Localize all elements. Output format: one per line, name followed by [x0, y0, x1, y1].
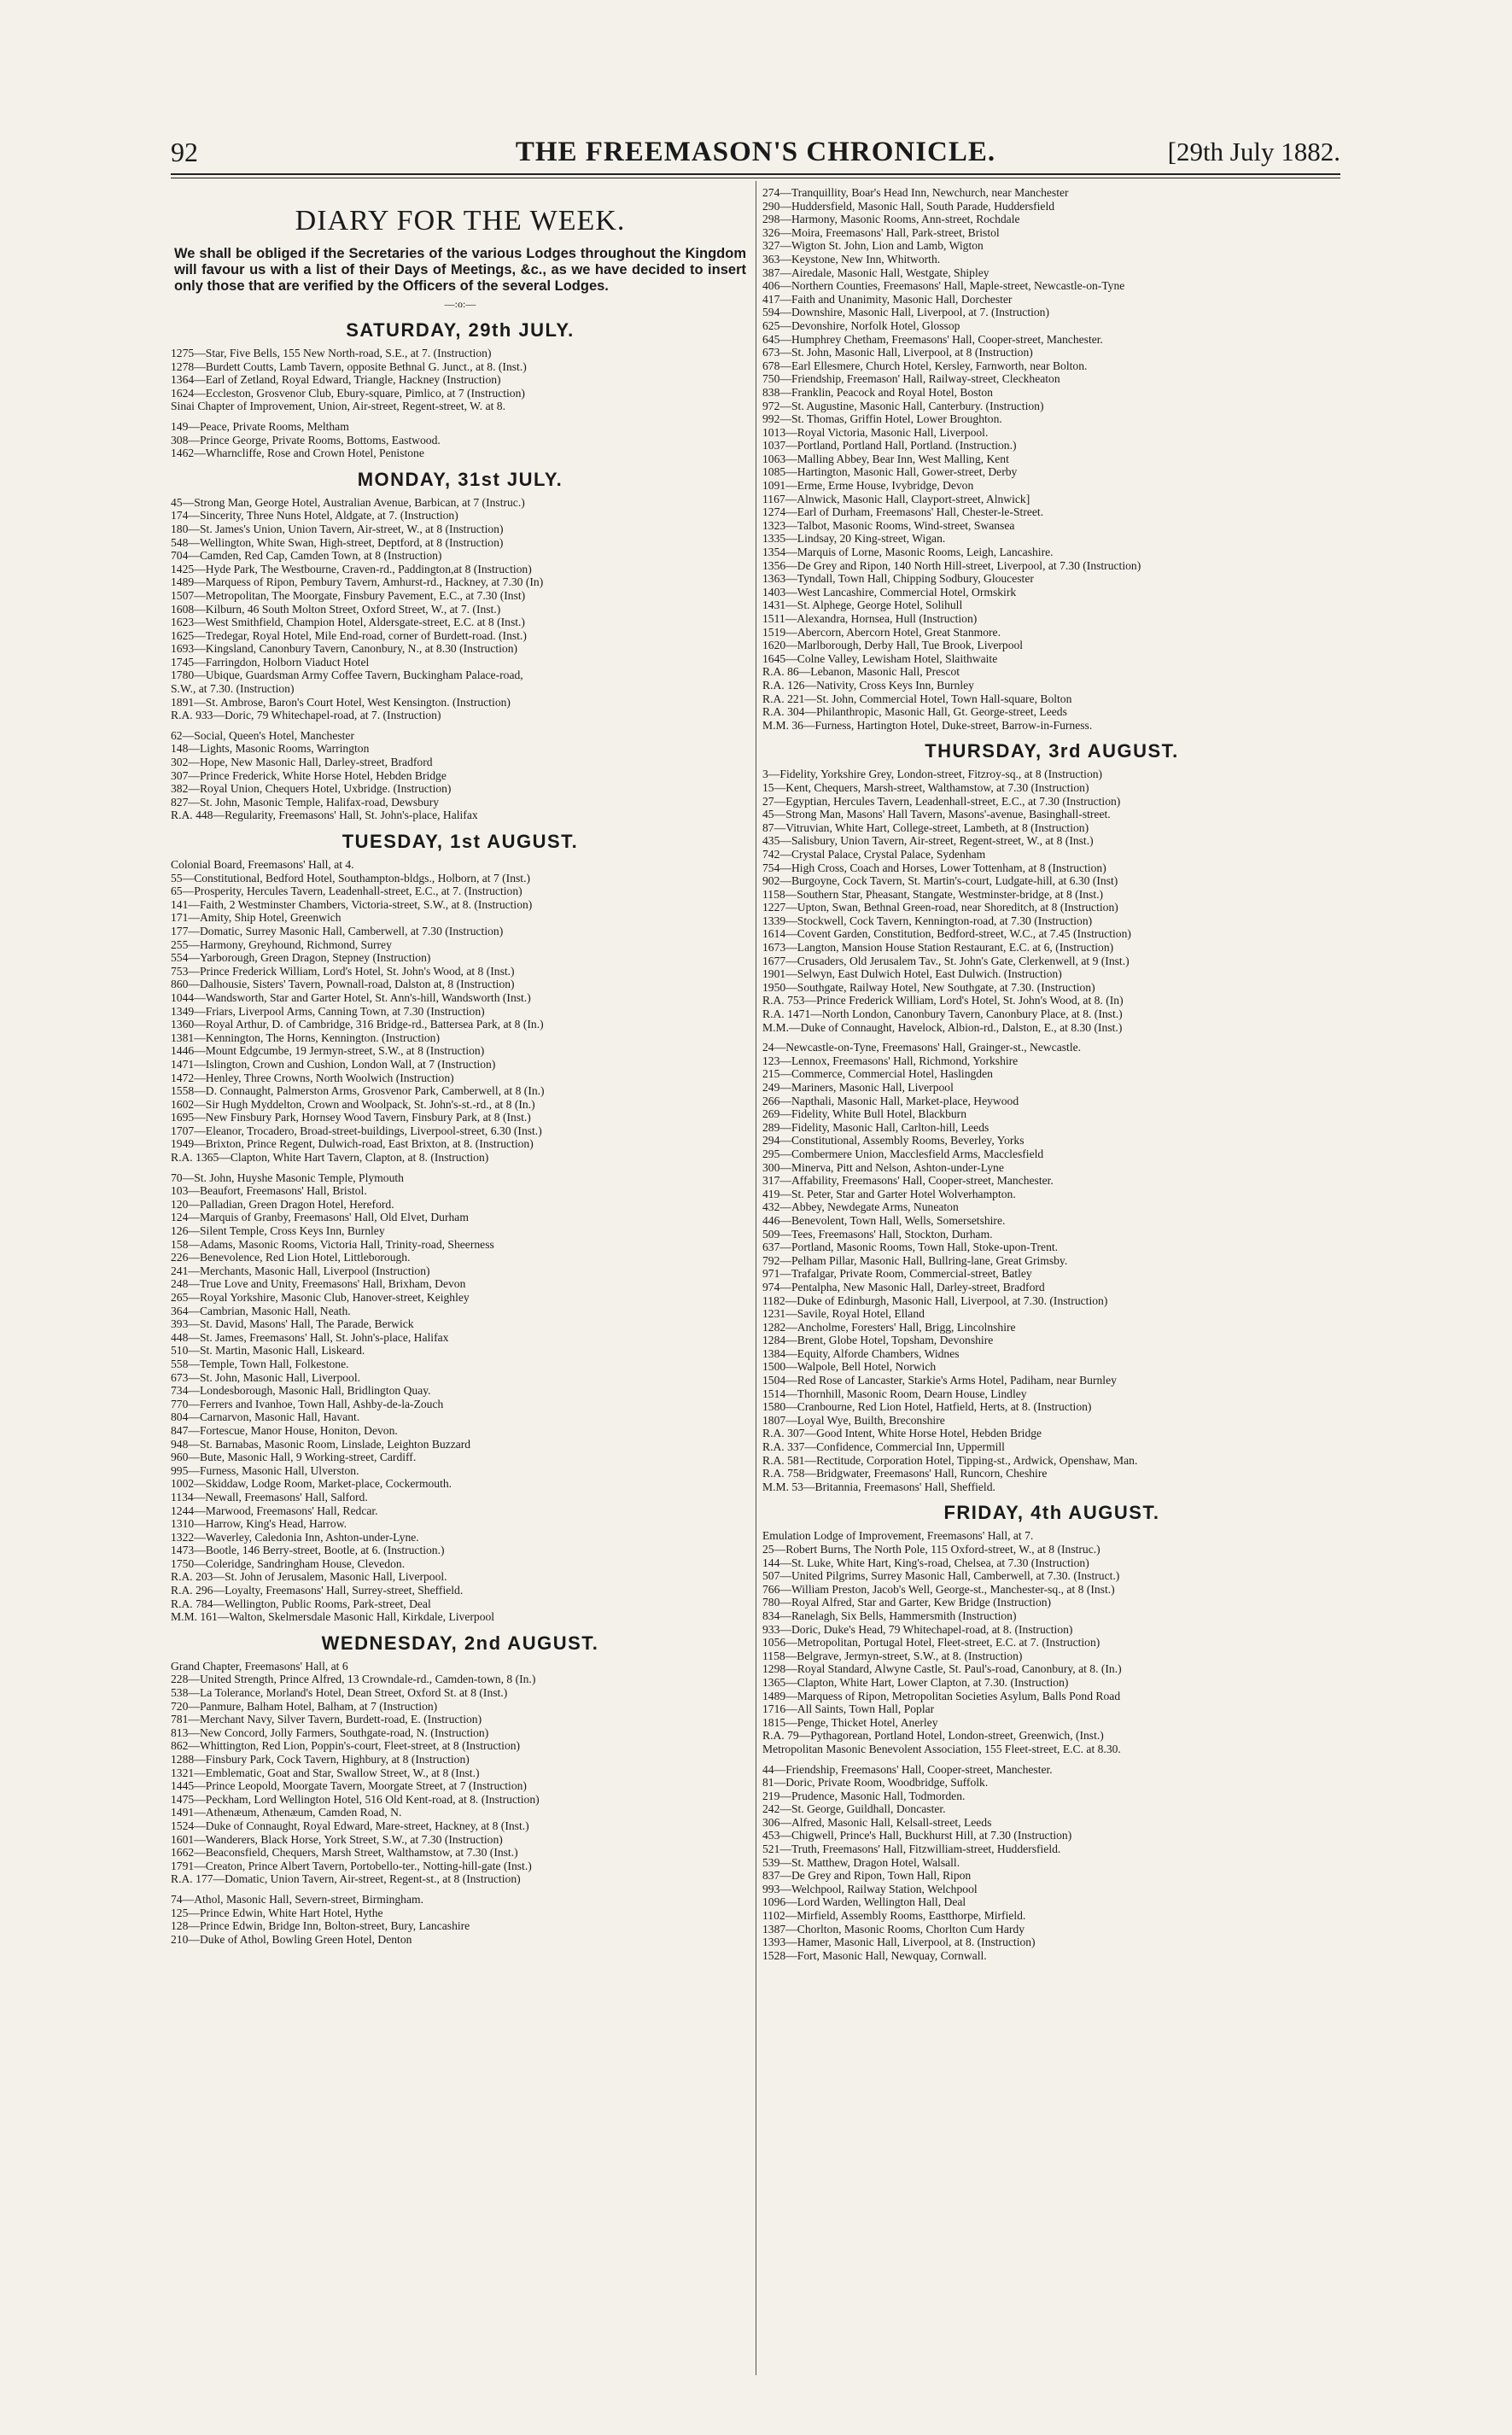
- lodge-entry: 625—Devonshire, Norfolk Hotel, Glossop: [762, 318, 960, 332]
- lodge-entry: 995—Furness, Masonic Hall, Ulverston.: [171, 1463, 359, 1477]
- lodge-entry: 1504—Red Rose of Lancaster, Starkie's Arms Hotel, Padiham, near Burnley: [762, 1374, 1117, 1387]
- lodge-entry: 1500—Walpole, Bell Hotel, Norwich: [762, 1360, 937, 1374]
- lodge-entry: 363—Keystone, New Inn, Whitworth.: [762, 252, 941, 266]
- lodge-entry: 645—Humphrey Chetham, Freemasons' Hall, Cooper-street, Manchester.: [762, 332, 1103, 346]
- lodge-entry: R.A. 581—Rectitude, Corporation Hotel, Tipping-st., Ardwick, Openshaw, Man.: [762, 1453, 1138, 1467]
- lodge-entry: 960—Bute, Masonic Hall, 9 Working-street, Cardiff.: [171, 1451, 417, 1464]
- lodge-entry: 55—Constitutional, Bedford Hotel, Southampton-bldgs., Holborn, at 7 (Inst.): [171, 871, 530, 885]
- lodge-entry: 44—Friendship, Freemasons' Hall, Cooper-street, Manchester.: [762, 1762, 1053, 1776]
- lodge-entry: 1507—Metropolitan, The Moorgate, Finsbury Pavement, E.C., at 7.30 (Inst): [171, 588, 526, 602]
- diary-title: DIARY FOR THE WEEK.: [295, 205, 626, 236]
- lodge-entry: 770—Ferrers and Ivanhoe, Town Hall, Ashby-de-la-Zouch: [171, 1397, 444, 1410]
- lodge-entry: 1284—Brent, Globe Hotel, Topsham, Devonshire: [762, 1334, 994, 1347]
- lodge-entry: 1384—Equity, Alforde Chambers, Widnes: [762, 1346, 960, 1360]
- lodge-entry: 1339—Stockwell, Cock Tavern, Kennington-road, at 7.30 (Instruction): [762, 914, 1093, 927]
- lodge-entry: M.M. 36—Furness, Hartington Hotel, Duke-street, Barrow-in-Furness.: [762, 718, 1093, 732]
- lodge-entry: 393—St. David, Masons' Hall, The Parade, Berwick: [171, 1317, 414, 1331]
- lodge-entry: 1363—Tyndall, Town Hall, Chipping Sodbury, Gloucester: [762, 572, 1034, 586]
- lodge-entry: 1244—Marwood, Freemasons' Hall, Redcar.: [171, 1504, 378, 1517]
- lodge-entry: 1601—Wanderers, Black Horse, York Street, S.W., at 7.30 (Instruction): [171, 1832, 503, 1846]
- lodge-entry: 289—Fidelity, Masonic Hall, Carlton-hill, Leeds: [762, 1120, 990, 1134]
- lodge-entry: 126—Silent Temple, Cross Keys Inn, Burnley: [171, 1224, 385, 1238]
- lodge-entry: 248—True Love and Unity, Freemasons' Hall, Brixham, Devon: [171, 1277, 466, 1291]
- lodge-entry: 1716—All Saints, Town Hall, Poplar: [762, 1702, 935, 1716]
- lodge-entry: 123—Lennox, Freemasons' Hall, Richmond, Yorkshire: [762, 1054, 1019, 1067]
- lodge-entry: 1365—Clapton, White Hart, Lower Clapton, at 7.30. (Instruction): [762, 1675, 1069, 1689]
- lodge-entry: 1431—St. Alphege, George Hotel, Solihull: [762, 599, 963, 612]
- day-heading: MONDAY, 31st JULY.: [357, 468, 563, 490]
- lodge-entry: R.A. 177—Domatic, Union Tavern, Air-street, Regent-st., at 8 (Instruction): [171, 1872, 521, 1886]
- lodge-entry: 1274—Earl of Durham, Freemasons' Hall, Chester-le-Street.: [762, 505, 1044, 519]
- lodge-entry: 62—Social, Queen's Hotel, Manchester: [171, 728, 354, 742]
- lodge-entry: 302—Hope, New Masonic Hall, Darley-street, Bradford: [171, 756, 433, 769]
- lodge-entry: 1780—Ubique, Guardsman Army Coffee Tavern, Buckingham Palace-road,: [171, 669, 523, 682]
- lodge-entry: 1063—Malling Abbey, Bear Inn, West Malling, Kent: [762, 452, 1009, 465]
- lodge-entry: Emulation Lodge of Improvement, Freemasons' Hall, at 7.: [762, 1529, 1034, 1543]
- lodge-entry: 1949—Brixton, Prince Regent, Dulwich-road, East Brixton, at 8. (Instruction): [171, 1137, 534, 1151]
- lodge-entry: M.M. 161—Walton, Skelmersdale Masonic Hall, Kirkdale, Liverpool: [171, 1610, 495, 1624]
- lodge-entry: 307—Prince Frederick, White Horse Hotel, Hebden Bridge: [171, 768, 447, 782]
- lodge-entry: 837—De Grey and Ripon, Town Hall, Ripon: [762, 1869, 972, 1883]
- lodge-entry: 1310—Harrow, King's Head, Harrow.: [171, 1517, 347, 1531]
- lodge-entry: 673—St. John, Masonic Hall, Liverpool.: [171, 1370, 361, 1384]
- lodge-entry: R.A. 307—Good Intent, White Horse Hotel, Hebden Bridge: [762, 1427, 1042, 1440]
- lodge-entry: 539—St. Matthew, Dragon Hotel, Walsall.: [762, 1855, 960, 1869]
- lodge-entry: 45—Strong Man, Masons' Hall Tavern, Masons'-avenue, Basinghall-street.: [762, 808, 1111, 821]
- day-heading: TUESDAY, 1st AUGUST.: [342, 831, 579, 852]
- lodge-entry: R.A. 758—Bridgwater, Freemasons' Hall, Runcorn, Cheshire: [762, 1467, 1048, 1480]
- lodge-entry: 1625—Tredegar, Royal Hotel, Mile End-road, corner of Burdett-road. (Inst.): [171, 628, 527, 642]
- lodge-entry: 177—Domatic, Surrey Masonic Hall, Camberwell, at 7.30 (Instruction): [171, 924, 504, 937]
- lodge-entry: 25—Robert Burns, The North Pole, 115 Oxford-street, W., at 8 (Instruc.): [762, 1543, 1100, 1556]
- day-heading: THURSDAY, 3rd AUGUST.: [925, 740, 1179, 762]
- lodge-entry: 860—Dalhousie, Sisters' Tavern, Pownall-road, Dalston at, 8 (Instruction): [171, 978, 515, 991]
- lodge-entry: 219—Prudence, Masonic Hall, Todmorden.: [762, 1789, 966, 1802]
- lodge-entry: R.A. 86—Lebanon, Masonic Hall, Prescot: [762, 665, 960, 679]
- lodge-entry: 673—St. John, Masonic Hall, Liverpool, at 8 (Instruction): [762, 346, 1033, 359]
- lodge-entry: 128—Prince Edwin, Bridge Inn, Bolton-street, Bury, Lancashire: [171, 1919, 470, 1933]
- lodge-entry: 507—United Pilgrims, Surrey Masonic Hall, Camberwell, at 7.30. (Instruct.): [762, 1569, 1120, 1583]
- lodge-entry: 306—Alfred, Masonic Hall, Kelsall-street, Leeds: [762, 1815, 992, 1829]
- lodge-entry: 510—St. Martin, Masonic Hall, Liskeard.: [171, 1344, 365, 1358]
- lodge-entry: 448—St. James, Freemasons' Hall, St. John's-place, Halifax: [171, 1330, 449, 1344]
- lodge-entry: 103—Beaufort, Freemasons' Hall, Bristol.: [171, 1184, 367, 1198]
- lodge-entry: 15—Kent, Chequers, Marsh-street, Walthamstow, at 7.30 (Instruction): [762, 780, 1089, 794]
- lodge-entry: Grand Chapter, Freemasons' Hall, at 6: [171, 1659, 348, 1673]
- lodge-entry: 1364—Earl of Zetland, Royal Edward, Triangle, Hackney (Instruction): [171, 373, 501, 387]
- lodge-entry: 509—Tees, Freemasons' Hall, Stockton, Durham.: [762, 1227, 993, 1241]
- lodge-entry: 228—United Strength, Prince Alfred, 13 Crowndale-rd., Camden-town, 8 (In.): [171, 1673, 536, 1686]
- lodge-entry: 1085—Hartington, Masonic Hall, Gower-street, Derby: [762, 465, 1018, 479]
- lodge-entry: 1602—Sir Hugh Myddelton, Crown and Woolpack, St. John's-st.-rd., at 8 (In.): [171, 1097, 535, 1111]
- intro-paragraph: We shall be obliged if the Secretaries of the various Lodges throughout the Kingdom will favour us with a list of their Days of Meetings, &c., as we have decided to insert only those that are verified by the Officers of the several Lodges.: [174, 246, 746, 294]
- lodge-entry: 1475—Peckham, Lord Wellington Hotel, 516 Old Kent-road, at 8. (Instruction): [171, 1792, 540, 1806]
- lodge-entry: 24—Newcastle-on-Tyne, Freemasons' Hall, Grainger-st., Newcastle.: [762, 1041, 1082, 1054]
- lodge-entry: R.A. 79—Pythagorean, Portland Hotel, London-street, Greenwich, (Inst.): [762, 1729, 1104, 1743]
- lodge-entry: 1791—Creaton, Prince Albert Tavern, Portobello-ter., Notting-hill-gate (Inst.): [171, 1859, 532, 1872]
- lodge-entry: S.W., at 7.30. (Instruction): [171, 682, 295, 696]
- lodge-entry: 1158—Belgrave, Jermyn-street, S.W., at 8. (Instruction): [762, 1649, 1023, 1662]
- lodge-entry: 1158—Southern Star, Pheasant, Stangate, Westminster-bridge, at 8 (Inst.): [762, 887, 1104, 901]
- lodge-entry: 294—Constitutional, Assembly Rooms, Beverley, Yorks: [762, 1134, 1025, 1147]
- lodge-entry: 1393—Hamer, Masonic Hall, Liverpool, at 8. (Instruction): [762, 1936, 1036, 1949]
- lodge-entry: 993—Welchpool, Railway Station, Welchpool: [762, 1882, 978, 1895]
- lodge-entry: 548—Wellington, White Swan, High-street, Deptford, at 8 (Instruction): [171, 535, 504, 549]
- lodge-entry: 827—St. John, Masonic Temple, Halifax-road, Dewsbury: [171, 795, 440, 809]
- lodge-entry: 417—Faith and Unanimity, Masonic Hall, Dorchester: [762, 292, 1013, 306]
- lodge-entry: 933—Doric, Duke's Head, 79 Whitechapel-road, at 8. (Instruction): [762, 1622, 1073, 1636]
- lodge-entry: 158—Adams, Masonic Rooms, Victoria Hall, Trinity-road, Sheerness: [171, 1237, 494, 1251]
- header-rule: [171, 173, 1340, 175]
- lodge-entry: 308—Prince George, Private Rooms, Bottoms, Eastwood.: [171, 433, 441, 447]
- lodge-entry: 149—Peace, Private Rooms, Meltham: [171, 419, 349, 433]
- lodge-entry: 1321—Emblematic, Goat and Star, Swallow Street, W., at 8 (Inst.): [171, 1766, 480, 1779]
- lodge-entry: 834—Ranelagh, Six Bells, Hammersmith (Instruction): [762, 1609, 1017, 1622]
- lodge-entry: 406—Northern Counties, Freemasons' Hall, Maple-street, Newcastle-on-Tyne: [762, 279, 1125, 293]
- lodge-entry: 1608—Kilburn, 46 South Molton Street, Oxford Street, W., at 7. (Inst.): [171, 602, 501, 616]
- lodge-entry: 1381—Kennington, The Horns, Kennington. (Instruction): [171, 1031, 441, 1044]
- lodge-entry: 317—Affability, Freemasons' Hall, Cooper-street, Manchester.: [762, 1174, 1054, 1188]
- lodge-entry: 241—Merchants, Masonic Hall, Liverpool (Instruction): [171, 1264, 430, 1277]
- lodge-entry: R.A. 1365—Clapton, White Hart Tavern, Clapton, at 8. (Instruction): [171, 1151, 489, 1165]
- lodge-entry: 1528—Fort, Masonic Hall, Newquay, Cornwall.: [762, 1948, 987, 1962]
- lodge-entry: R.A. 221—St. John, Commercial Hotel, Town Hall-square, Bolton: [762, 692, 1072, 705]
- lodge-entry: 1360—Royal Arthur, D. of Cambridge, 316 Bridge-rd., Battersea Park, at 8 (In.): [171, 1018, 544, 1031]
- group-gap: [762, 1756, 1341, 1763]
- lodge-entry: 120—Palladian, Green Dragon Hotel, Hereford.: [171, 1197, 394, 1211]
- lodge-entry: M.M.—Duke of Connaught, Havelock, Albion-rd., Dalston, E., at 8.30 (Inst.): [762, 1020, 1123, 1034]
- lodge-entry: 972—St. Augustine, Masonic Hall, Canterbury. (Instruction): [762, 399, 1044, 412]
- lodge-entry: 327—Wigton St. John, Lion and Lamb, Wigton: [762, 239, 984, 253]
- lodge-entry: 1662—Beaconsfield, Chequers, Marsh Street, Walthamstow, at 7.30 (Inst.): [171, 1846, 518, 1860]
- lodge-entry: 1356—De Grey and Ripon, 140 North Hill-street, Liverpool, at 7.30 (Instruction): [762, 558, 1141, 572]
- lodge-entry: 265—Royal Yorkshire, Masonic Club, Hanover-street, Keighley: [171, 1291, 470, 1304]
- issue-date: [29th July 1882.: [1167, 137, 1340, 166]
- lodge-entry: 382—Royal Union, Chequers Hotel, Uxbridge. (Instruction): [171, 782, 452, 796]
- lodge-entry: 1519—Abercorn, Abercorn Hotel, Great Stanmore.: [762, 625, 1001, 639]
- lodge-entry: 435—Salisbury, Union Tavern, Air-street, Regent-street, W., at 8 (Inst.): [762, 834, 1094, 848]
- lodge-entry: R.A. 448—Regularity, Freemasons' Hall, St. John's-place, Halifax: [171, 809, 478, 822]
- lodge-entry: 215—Commerce, Commercial Hotel, Haslingden: [762, 1067, 993, 1081]
- lodge-entry: 81—Doric, Private Room, Woodbridge, Suffolk.: [762, 1776, 989, 1790]
- lodge-entry: Metropolitan Masonic Benevolent Association, 155 Fleet-street, E.C. at 8.30.: [762, 1742, 1121, 1755]
- lodge-entry: 554—Yarborough, Green Dragon, Stepney (Instruction): [171, 951, 431, 965]
- lodge-entry: 948—St. Barnabas, Masonic Room, Linslade, Leighton Buzzard: [171, 1437, 471, 1451]
- lodge-entry: R.A. 1471—North London, Canonbury Tavern, Canonbury Place, at 8. (Inst.): [762, 1007, 1123, 1021]
- lodge-entry: 1134—Newall, Freemasons' Hall, Salford.: [171, 1490, 368, 1504]
- lodge-entry: 720—Panmure, Balham Hotel, Balham, at 7 (Instruction): [171, 1699, 438, 1713]
- lodge-entry: 1002—Skiddaw, Lodge Room, Market-place, Cockermouth.: [171, 1477, 452, 1491]
- lodge-entry: 1354—Marquis of Lorne, Masonic Rooms, Leigh, Lancashire.: [762, 546, 1054, 559]
- lodge-entry: 1322—Waverley, Caledonia Inn, Ashton-under-Lyne.: [171, 1530, 419, 1544]
- lodge-entry: 1558—D. Connaught, Palmerston Arms, Grosvenor Park, Camberwell, at 8 (In.): [171, 1084, 545, 1098]
- lodge-entry: 1695—New Finsbury Park, Hornsey Wood Tavern, Finsbury Park, at 8 (Inst.): [171, 1111, 531, 1124]
- lodge-entry: 453—Chigwell, Prince's Hall, Buckhurst Hill, at 7.30 (Instruction): [762, 1829, 1072, 1842]
- lodge-entry: 780—Royal Alfred, Star and Garter, Kew Bridge (Instruction): [762, 1596, 1052, 1609]
- lodge-entry: 326—Moira, Freemasons' Hall, Park-street, Bristol: [762, 225, 1000, 239]
- lodge-entry: 1891—St. Ambrose, Baron's Court Hotel, West Kensington. (Instruction): [171, 695, 511, 709]
- lodge-entry: 1524—Duke of Connaught, Royal Edward, Mare-street, Hackney, at 8 (Inst.): [171, 1819, 529, 1832]
- lodge-entry: 847—Fortescue, Manor House, Honiton, Devon.: [171, 1423, 398, 1437]
- lodge-entry: 242—St. George, Guildhall, Doncaster.: [762, 1802, 946, 1816]
- lodge-entry: 678—Earl Ellesmere, Church Hotel, Kersley, Farnworth, near Bolton.: [762, 359, 1088, 372]
- lodge-entry: 144—St. Luke, White Hart, King's-road, Chelsea, at 7.30 (Instruction): [762, 1556, 1089, 1569]
- lodge-entry: R.A. 933—Doric, 79 Whitechapel-road, at 7. (Instruction): [171, 709, 441, 722]
- lodge-entry: 45—Strong Man, George Hotel, Australian Avenue, Barbican, at 7 (Instruc.): [171, 495, 525, 509]
- lodge-entry: 269—Fidelity, White Bull Hotel, Blackburn: [762, 1107, 966, 1121]
- lodge-entry: 1298—Royal Standard, Alwyne Castle, St. Paul's-road, Canonbury, at 8. (In.): [762, 1662, 1122, 1676]
- lodge-entry: 1349—Friars, Liverpool Arms, Canning Town, at 7.30 (Instruction): [171, 1004, 485, 1018]
- lodge-entry: 125—Prince Edwin, White Hart Hotel, Hythe: [171, 1906, 383, 1919]
- lodge-entry: 742—Crystal Palace, Crystal Palace, Sydenham: [762, 847, 986, 861]
- lodge-entry: 1278—Burdett Coutts, Lamb Tavern, opposite Bethnal G. Junct., at 8. (Inst.): [171, 359, 527, 373]
- group-gap: [171, 722, 750, 729]
- lodge-entry: 1044—Wandsworth, Star and Garter Hotel, St. Ann's-hill, Wandsworth (Inst.): [171, 990, 531, 1004]
- lodge-entry: 74—Athol, Masonic Hall, Severn-street, Birmingham.: [171, 1892, 423, 1906]
- page-header: [171, 137, 1340, 171]
- lodge-entry: 124—Marquis of Granby, Freemasons' Hall, Old Elvet, Durham: [171, 1211, 469, 1224]
- lodge-entry: 1815—Penge, Thicket Hotel, Anerley: [762, 1715, 938, 1729]
- lodge-entry: 1425—Hyde Park, The Westbourne, Craven-rd., Paddington,at 8 (Instruction): [171, 562, 532, 575]
- lodge-entry: R.A. 304—Philanthropic, Masonic Hall, Gt. George-street, Leeds: [762, 705, 1067, 719]
- lodge-entry: 1677—Crusaders, Old Jerusalem Tav., St. John's Gate, Clerkenwell, at 9 (Inst.): [762, 954, 1130, 967]
- lodge-entry: 974—Pentalpha, New Masonic Hall, Darley-street, Bradford: [762, 1280, 1045, 1293]
- newspaper-title: THE FREEMASON'S CHRONICLE.: [515, 137, 996, 167]
- lodge-entry: R.A. 784—Wellington, Public Rooms, Park-street, Deal: [171, 1597, 431, 1610]
- lodge-entry: 1445—Prince Leopold, Moorgate Tavern, Moorgate Street, at 7 (Instruction): [171, 1779, 527, 1793]
- lodge-entry: 3—Fidelity, Yorkshire Grey, London-street, Fitzroy-sq., at 8 (Instruction): [762, 768, 1103, 781]
- lodge-entry: 1227—Upton, Swan, Bethnal Green-road, near Shoreditch, at 8 (Instruction): [762, 901, 1118, 914]
- lodge-entry: 1335—Lindsay, 20 King-street, Wigan.: [762, 532, 946, 546]
- lodge-entry: 992—St. Thomas, Griffin Hotel, Lower Broughton.: [762, 412, 1002, 426]
- lodge-entry: 419—St. Peter, Star and Garter Hotel Wolverhampton.: [762, 1187, 1016, 1200]
- lodge-entry: 1473—Bootle, 146 Berry-street, Bootle, at 6. (Instruction.): [171, 1544, 445, 1557]
- lodge-entry: 65—Prosperity, Hercules Tavern, Leadenhall-street, E.C., at 7. (Instruction): [171, 885, 522, 898]
- lodge-entry: 1623—West Smithfield, Champion Hotel, Aldersgate-street, E.C. at 8 (Inst.): [171, 616, 525, 629]
- lodge-entry: 792—Pelham Pillar, Masonic Hall, Bullring-lane, Great Grimsby.: [762, 1253, 1068, 1267]
- lodge-entry: 1288—Finsbury Park, Cock Tavern, Highbury, at 8 (Instruction): [171, 1753, 470, 1766]
- day-heading: WEDNESDAY, 2nd AUGUST.: [321, 1632, 599, 1654]
- lodge-entry: 210—Duke of Athol, Bowling Green Hotel, Denton: [171, 1932, 412, 1946]
- lodge-entry: 27—Egyptian, Hercules Tavern, Leadenhall-street, E.C., at 7.30 (Instruction): [762, 794, 1121, 808]
- lodge-entry: 862—Whittington, Red Lion, Poppin's-court, Fleet-street, at 8 (Instruction): [171, 1739, 521, 1753]
- lodge-entry: 295—Combermere Union, Macclesfield Arms, Macclesfield: [762, 1147, 1044, 1160]
- lodge-entry: 1275—Star, Five Bells, 155 New North-road, S.E., at 7. (Instruction): [171, 347, 492, 359]
- lodge-entry: 1750—Coleridge, Sandringham House, Clevedon.: [171, 1556, 406, 1570]
- lodge-entry: 298—Harmony, Masonic Rooms, Ann-street, Rochdale: [762, 213, 1020, 226]
- group-gap: [762, 1034, 1341, 1041]
- lodge-entry: 1901—Selwyn, East Dulwich Hotel, East Dulwich. (Instruction): [762, 967, 1062, 981]
- lodge-entry: 734—Londesborough, Masonic Hall, Bridlington Quay.: [171, 1384, 431, 1398]
- page-number: 92: [171, 137, 198, 167]
- lodge-entry: 1102—Mirfield, Assembly Rooms, Eastthorpe, Mirfield.: [762, 1909, 1026, 1923]
- lodge-entry: 148—Lights, Masonic Rooms, Warrington: [171, 742, 370, 756]
- lodge-entry: 87—Vitruvian, White Hart, College-street, Lambeth, at 8 (Instruction): [762, 820, 1089, 834]
- lodge-entry: 1323—Talbot, Masonic Rooms, Wind-street, Swansea: [762, 518, 1015, 532]
- lodge-entry: 838—Franklin, Peacock and Royal Hotel, Boston: [762, 385, 993, 399]
- lodge-entry: 1511—Alexandra, Hornsea, Hull (Instruction): [762, 612, 978, 625]
- lodge-entry: 446—Benevolent, Town Hall, Wells, Somersetshire.: [762, 1213, 1006, 1227]
- group-gap: [171, 413, 750, 420]
- lodge-entry: R.A. 753—Prince Frederick William, Lord's Hotel, St. John's Wood, at 8. (In): [762, 994, 1124, 1007]
- lodge-entry: 804—Carnarvon, Masonic Hall, Havant.: [171, 1410, 360, 1424]
- lodge-entry: 1745—Farringdon, Holborn Viaduct Hotel: [171, 655, 370, 669]
- lodge-entry: 1462—Wharncliffe, Rose and Crown Hotel, Penistone: [171, 447, 424, 460]
- lodge-entry: 290—Huddersfield, Masonic Hall, South Parade, Huddersfield: [762, 199, 1055, 213]
- lodge-entry: 70—St. John, Huyshe Masonic Temple, Plymouth: [171, 1171, 404, 1184]
- lodge-entry: 1446—Mount Edgcumbe, 19 Jermyn-street, S.W., at 8 (Instruction): [171, 1044, 485, 1058]
- lodge-entry: 300—Minerva, Pitt and Nelson, Ashton-under-Lyne: [762, 1160, 1004, 1174]
- lodge-entry: 1013—Royal Victoria, Masonic Hall, Liverpool.: [762, 425, 989, 439]
- lodge-entry: 174—Sincerity, Three Nuns Hotel, Aldgate, at 7. (Instruction): [171, 509, 458, 523]
- lodge-entry: 521—Truth, Freemasons' Hall, Fitzwilliam-street, Huddersfield.: [762, 1842, 1061, 1856]
- lodge-entry: 538—La Tolerance, Morland's Hotel, Dean Street, Oxford St. at 8 (Inst.): [171, 1686, 508, 1700]
- lodge-entry: 387—Airedale, Masonic Hall, Westgate, Shipley: [762, 266, 990, 279]
- lodge-entry: 1645—Colne Valley, Lewisham Hotel, Slaithwaite: [762, 651, 998, 665]
- lodge-entry: 1167—Alnwick, Masonic Hall, Clayport-street, Alnwick]: [762, 492, 1030, 505]
- lodge-entry: 1282—Ancholme, Foresters' Hall, Brigg, Lincolnshire: [762, 1320, 1016, 1334]
- day-heading: SATURDAY, 29th JULY.: [346, 319, 575, 341]
- lodge-entry: 1580—Cranbourne, Red Lion Hotel, Hatfield, Herts, at 8. (Instruction): [762, 1400, 1092, 1414]
- lodge-entry: 1472—Henley, Three Crowns, North Woolwich (Instruction): [171, 1071, 454, 1084]
- lodge-entry: 1096—Lord Warden, Wellington Hall, Deal: [762, 1895, 966, 1909]
- lodge-entry: 1673—Langton, Mansion House Station Restaurant, E.C. at 6, (Instruction): [762, 941, 1114, 955]
- lodge-entry: 364—Cambrian, Masonic Hall, Neath.: [171, 1304, 351, 1317]
- lodge-entry: 249—Mariners, Masonic Hall, Liverpool: [762, 1081, 954, 1094]
- lodge-entry: 754—High Cross, Coach and Horses, Lower Tottenham, at 8 (Instruction): [762, 861, 1106, 874]
- lodge-entry: 1056—Metropolitan, Portugal Hotel, Fleet-street, E.C. at 7. (Instruction): [762, 1636, 1100, 1650]
- lodge-entry: 266—Napthali, Masonic Hall, Market-place, Heywood: [762, 1094, 1019, 1107]
- right-column: [762, 186, 1341, 2397]
- group-gap: [171, 1165, 750, 1171]
- lodge-entry: 558—Temple, Town Hall, Folkestone.: [171, 1357, 349, 1370]
- lodge-entry: 1624—Eccleston, Grosvenor Club, Ebury-square, Pimlico, at 7 (Instruction): [171, 386, 525, 400]
- lodge-entry: 1707—Eleanor, Trocadero, Broad-street-buildings, Liverpool-street, 6.30 (Inst.): [171, 1124, 542, 1137]
- lodge-entry: 971—Trafalgar, Private Room, Commercial-street, Batley: [762, 1267, 1032, 1281]
- lodge-entry: 1491—Athenæum, Athenæum, Camden Road, N.: [171, 1806, 402, 1819]
- lodge-entry: 141—Faith, 2 Westminster Chambers, Victoria-street, S.W., at 8. (Instruction): [171, 897, 533, 911]
- lodge-entry: 1091—Erme, Erme House, Ivybridge, Devon: [762, 479, 974, 493]
- lodge-entry: 1693—Kingsland, Canonbury Tavern, Canonbury, N., at 8.30 (Instruction): [171, 642, 518, 656]
- lodge-entry: 902—Burgoyne, Cock Tavern, St. Martin's-court, Ludgate-hill, at 6.30 (Inst): [762, 874, 1118, 888]
- lodge-entry: 180—St. James's Union, Union Tavern, Air-street, W., at 8 (Instruction): [171, 522, 504, 535]
- lodge-entry: 704—Camden, Red Cap, Camden Town, at 8 (Instruction): [171, 549, 442, 563]
- lodge-entry: 1614—Covent Garden, Constitution, Bedford-street, W.C., at 7.45 (Instruction): [762, 927, 1131, 941]
- lodge-entry: 1807—Loyal Wye, Builth, Breconshire: [762, 1413, 945, 1427]
- lodge-entry: R.A. 126—Nativity, Cross Keys Inn, Burnley: [762, 678, 974, 692]
- lodge-entry: R.A. 203—St. John of Jerusalem, Masonic Hall, Liverpool.: [171, 1570, 447, 1584]
- group-gap: [171, 1886, 750, 1893]
- lodge-entry: 226—Benevolence, Red Lion Hotel, Littleborough.: [171, 1251, 411, 1264]
- lodge-entry: 637—Portland, Masonic Rooms, Town Hall, Stoke-upon-Trent.: [762, 1241, 1059, 1254]
- lodge-entry: M.M. 53—Britannia, Freemasons' Hall, Sheffield.: [762, 1480, 995, 1493]
- lodge-entry: Colonial Board, Freemasons' Hall, at 4.: [171, 858, 354, 871]
- lodge-entry: 594—Downshire, Masonic Hall, Liverpool, at 7. (Instruction): [762, 306, 1050, 319]
- day-heading: FRIDAY, 4th AUGUST.: [943, 1502, 1160, 1524]
- lodge-entry: 813—New Concord, Jolly Farmers, Southgate-road, N. (Instruction): [171, 1726, 489, 1739]
- lodge-entry: 1489—Marquess of Ripon, Metropolitan Societies Asylum, Balls Pond Road: [762, 1689, 1121, 1702]
- left-column: [171, 186, 750, 2397]
- lodge-entry: 1231—Savile, Royal Hotel, Elland: [762, 1307, 925, 1321]
- lodge-entry: 766—William Preston, Jacob's Well, George-st., Manchester-sq., at 8 (Inst.): [762, 1582, 1115, 1596]
- lodge-entry: 1182—Duke of Edinburgh, Masonic Hall, Liverpool, at 7.30. (Instruction): [762, 1293, 1108, 1307]
- lodge-entry: 255—Harmony, Greyhound, Richmond, Surrey: [171, 937, 392, 951]
- lodge-entry: 781—Merchant Navy, Silver Tavern, Burdett-road, E. (Instruction): [171, 1713, 482, 1726]
- lodge-entry: 1950—Southgate, Railway Hotel, New Southgate, at 7.30. (Instruction): [762, 980, 1095, 994]
- lodge-entry: 1471—Islington, Crown and Cushion, London Wall, at 7 (Instruction): [171, 1057, 496, 1071]
- lodge-entry: 1620—Marlborough, Derby Hall, Tue Brook, Liverpool: [762, 639, 1024, 652]
- lodge-entry: 750—Friendship, Freemason' Hall, Railway-street, Cleckheaton: [762, 372, 1060, 386]
- lodge-entry: Sinai Chapter of Improvement, Union, Air-street, Regent-street, W. at 8.: [171, 400, 505, 413]
- lodge-entry: 171—Amity, Ship Hotel, Greenwich: [171, 911, 342, 925]
- lodge-entry: 274—Tranquillity, Boar's Head Inn, Newchurch, near Manchester: [762, 186, 1069, 199]
- lodge-entry: 1387—Chorlton, Masonic Rooms, Chorlton Cum Hardy: [762, 1922, 1025, 1936]
- lodge-entry: 1489—Marquess of Ripon, Pembury Tavern, Amhurst-rd., Hackney, at 7.30 (In): [171, 575, 544, 589]
- lodge-entry: 1403—West Lancashire, Commercial Hotel, Ormskirk: [762, 585, 1017, 599]
- lodge-entry: 1514—Thornhill, Masonic Room, Dearn House, Lindley: [762, 1387, 1027, 1400]
- lodge-entry: 432—Abbey, Newdegate Arms, Nuneaton: [762, 1200, 959, 1214]
- lodge-entry: R.A. 296—Loyalty, Freemasons' Hall, Surrey-street, Sheffield.: [171, 1584, 464, 1597]
- separator: —:o:—: [444, 298, 476, 310]
- lodge-entry: 753—Prince Frederick William, Lord's Hotel, St. John's Wood, at 8 (Inst.): [171, 964, 515, 978]
- lodge-entry: 1037—Portland, Portland Hall, Portland. (Instruction.): [762, 439, 1017, 453]
- lodge-entry: R.A. 337—Confidence, Commercial Inn, Uppermill: [762, 1440, 1005, 1454]
